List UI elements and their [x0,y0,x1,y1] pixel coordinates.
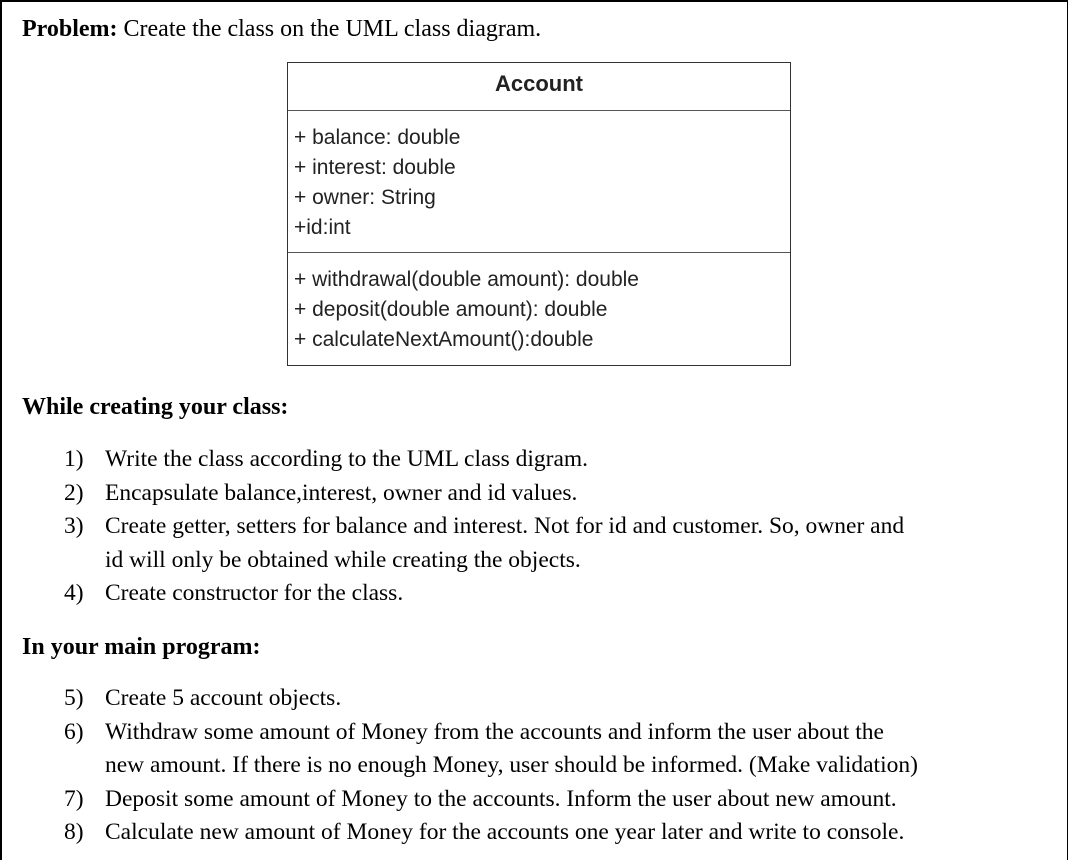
item-text: Deposit some amount of Money to the accounts. Inform the user about new amount. [105,785,897,812]
uml-attribute: + owner: String [294,186,436,209]
item-text: Calculate new amount of Money for the accounts one year later and write to console. [105,819,905,845]
item-text: Create getter, setters for balance and interest. Not for id and customer. So, owner and [105,513,905,539]
main-section-heading: In your main program: [22,634,261,660]
item-text-continued: id will only be obtained while creating the objects. [105,546,581,573]
list-item [64,443,1054,477]
list-item [64,577,1054,611]
uml-attribute: +id:int [294,216,351,239]
item-number: 4) [64,580,84,606]
item-text-continued: new amount. If there is no enough Money, user should be informed. (Make validation) [105,752,918,778]
class-section-heading: While creating your class: [22,394,289,420]
uml-class-name: Account [288,63,790,111]
item-text: Create 5 account objects. [105,685,342,711]
problem-statement [22,14,541,44]
uml-attribute: + balance: double [294,126,461,149]
list-item [64,682,1064,716]
uml-class-box [287,62,791,366]
item-text: Encapsulate balance,interest, owner and id values. [105,479,578,506]
item-text: Create constructor for the class. [105,580,404,606]
main-instructions-list [64,682,1064,850]
uml-operation: + calculateNextAmount():double [294,328,594,351]
list-item [64,716,1064,783]
problem-text: Create the class on the UML class diagram. [123,16,542,42]
item-text: Withdraw some amount of Money from the accounts and inform the user about the [105,718,884,745]
list-item [64,510,1054,577]
item-number: 7) [64,785,84,812]
class-instructions-list [64,443,1054,611]
uml-operation: + withdrawal(double amount): double [294,268,639,291]
uml-operation: + deposit(double amount): double [294,298,608,321]
problem-label: Problem: [22,16,118,42]
item-text: Write the class according to the UML class digram. [105,446,589,472]
list-item [64,477,1054,511]
list-item [64,816,1064,850]
list-item [64,783,1064,817]
item-number: 5) [64,685,84,711]
item-number: 1) [64,446,84,472]
item-number: 3) [64,513,84,539]
uml-attributes [288,111,790,253]
item-number: 6) [64,718,84,745]
uml-attribute: + interest: double [294,156,456,179]
item-number: 2) [64,479,84,506]
uml-operations [288,253,790,355]
item-number: 8) [64,819,84,845]
